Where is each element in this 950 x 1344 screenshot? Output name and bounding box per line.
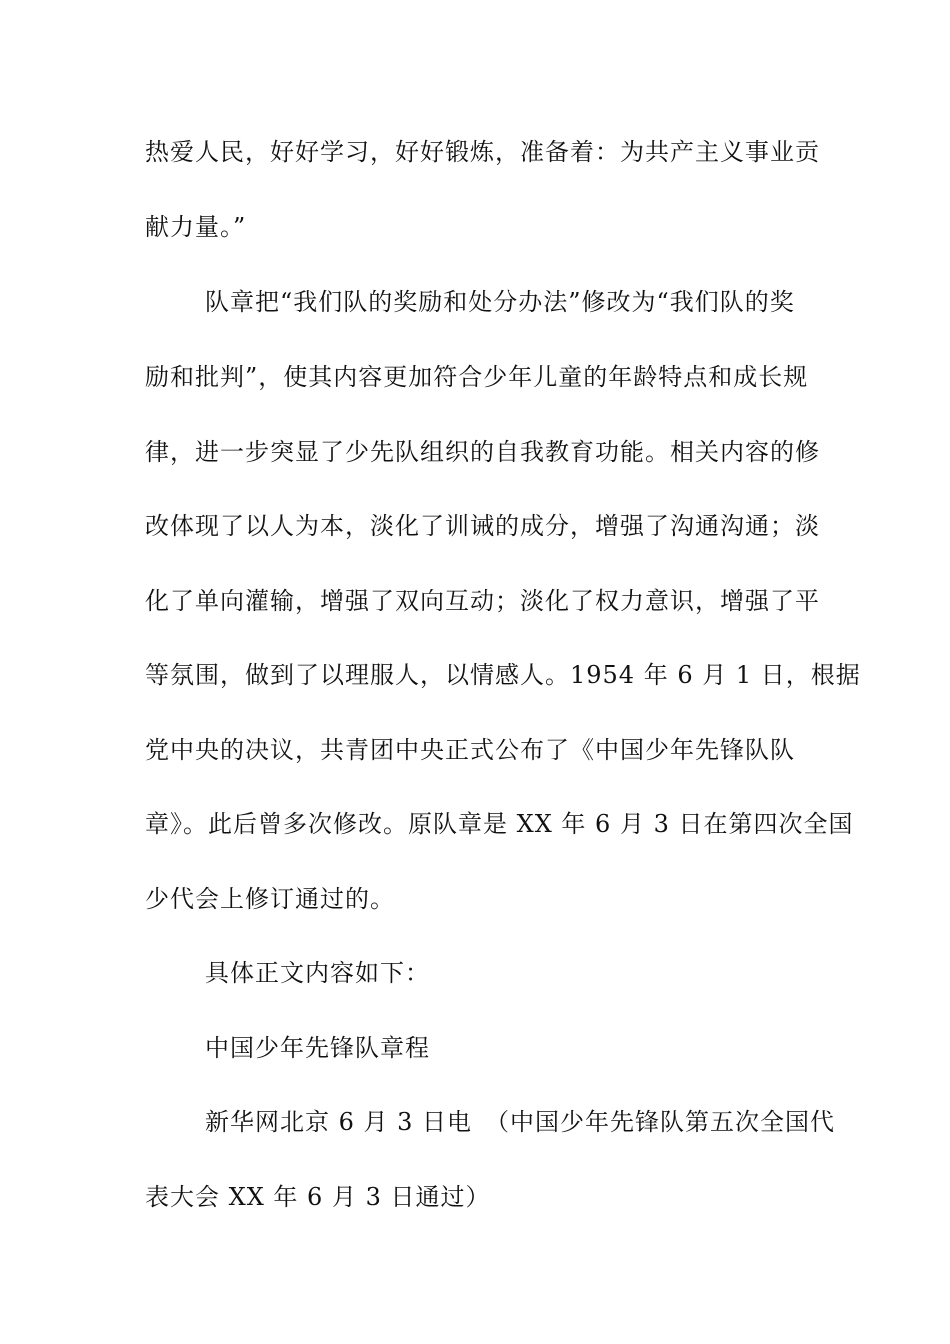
paragraph-start-line: 队章把“我们队的奖励和处分办法”修改为“我们队的奖 <box>205 288 795 316</box>
text-line: 热爱人民，好好学习，好好锻炼，准备着：为共产主义事业贡 <box>145 138 820 166</box>
text-line: 表大会 XX 年 6 月 3 日通过） <box>145 1183 491 1211</box>
text-line: 励和批判”，使其内容更加符合少年儿童的年龄特点和成长规 <box>145 363 809 391</box>
paragraph-start-line: 具体正文内容如下： <box>205 959 430 987</box>
text-line: 少代会上修订通过的。 <box>145 885 395 913</box>
paragraph-start-line: 新华网北京 6 月 3 日电 （中国少年先锋队第五次全国代 <box>205 1108 836 1136</box>
section-title: 中国少年先锋队章程 <box>205 1034 430 1062</box>
text-line: 献力量。” <box>145 213 247 241</box>
text-line: 党中央的决议，共青团中央正式公布了《中国少年先锋队队 <box>145 736 795 764</box>
text-line: 章》。此后曾多次修改。原队章是 XX 年 6 月 3 日在第四次全国 <box>145 810 854 838</box>
text-line: 律，进一步突显了少先队组织的自我教育功能。相关内容的修 <box>145 438 820 466</box>
text-line: 等氛围，做到了以理服人，以情感人。1954 年 6 月 1 日，根据 <box>145 661 861 689</box>
text-line: 化了单向灌输，增强了双向互动；淡化了权力意识，增强了平 <box>145 587 820 615</box>
text-line: 改体现了以人为本，淡化了训诫的成分，增强了沟通沟通；淡 <box>145 512 820 540</box>
